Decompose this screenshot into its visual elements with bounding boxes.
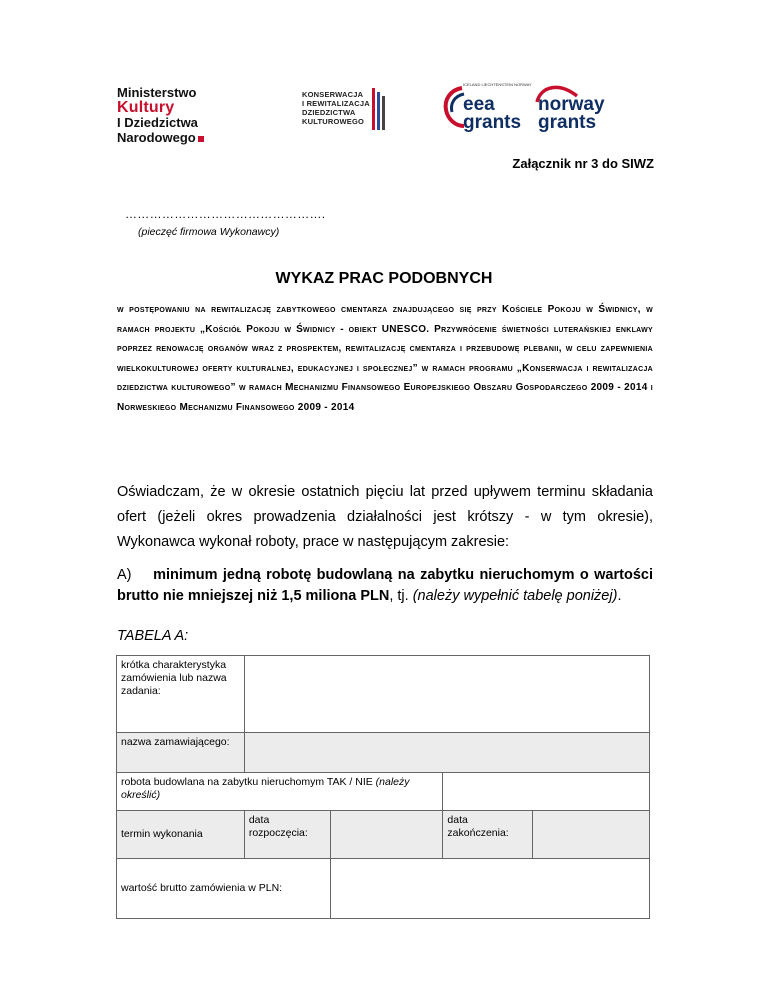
eea-logo-text [463,96,521,132]
page-title: WYKAZ PRAC PODOBNYCH [275,270,493,287]
norway-logo-text [538,96,605,132]
section-a-prefix: A) [117,567,132,583]
eea-logo-countries: ICELAND LIECHTENSTEIN NORWAY [463,82,532,87]
norway-logo-word2: grants [538,112,597,133]
eea-logo-word2: grants [463,112,522,133]
stamp-label: (pieczęć firmowa Wykonawcy) [138,226,280,238]
row-monument-value[interactable] [443,773,650,811]
konserwacja-logo-line3: DZIEDZICTWA [302,108,356,117]
row-description-value[interactable] [244,656,649,733]
row-monument-note: (należy określić) [121,776,410,801]
row-term-end-value[interactable] [533,811,650,859]
row-term-start-label: data rozpoczęcia: [244,811,330,859]
mkidn-logo-line3: I Dziedzictwa [117,115,198,130]
row-term-end-label: data zakończenia: [443,811,533,859]
konserwacja-logo-line4: KULTUROWEGO [302,117,365,126]
row-value-label: wartość brutto zamówienia w PLN: [117,859,331,919]
mkidn-logo [117,85,204,145]
table-a [116,655,650,919]
section-a-note: (należy wypełnić tabelę poniżej) [412,588,618,604]
mkidn-logo-dot [198,136,204,142]
row-monument-label [117,773,443,811]
row-value-value[interactable] [330,859,649,919]
eea-logo-word1: eea [463,94,495,115]
section-a [117,565,653,607]
section-a-end: . [617,588,622,604]
declaration-paragraph: Oświadczam, że w okresie ostatnich pięciu lat przed upływem terminu składania ofert (jeżeli okres prowadzenia działalności jest krótszy - w tym okresie), Wykonawca wykonał roboty, prace w następującym zakresie: [117,484,653,550]
table-a-title: TABELA A: [117,628,189,644]
row-description-label: krótka charakterystyka zamówienia lub nazwa zadania: [117,656,245,733]
mkidn-logo-line4: Narodowego [117,130,204,145]
konserwacja-logo-line1: KONSERWACJA [302,90,364,99]
row-term-label: termin wykonania [117,811,245,859]
stamp-dots: …………………………………………. [125,207,326,221]
mkidn-logo-line2: Kultury [117,99,175,116]
annex-label: Załącznik nr 3 do SIWZ [512,156,654,171]
section-a-requirement: minimum jedną robotę budowlaną na zabytku nieruchomym o wartości brutto nie mniejszej niż 1,5 miliona PLN [117,567,653,604]
procurement-subject: w postępowaniu na rewitalizację zabytkowego cmentarza znajdującego się przy Kościele Pokoju w Świdnicy, w ramach projektu „Kościół Pokoju w Świdnicy - obiekt UNESCO. Przywrócenie świetności luterańskiej enklawy poprzez renowację organów wraz z prospektem, rewitalizację cmentarza i przebudowę plebanii, w celu zapewnienia wielkokulturowej oferty kulturalnej, edukacyjnej i społecznej” w ramach programu „Konserwacja i rewitalizacja dziedzictwa kulturowego” w ramach Mechanizmu Finansowego Europejskiego Obszaru Gospodarczego 2009 - 2014 i Norweskiego Mechanizmu Finansowego 2009 - 2014 [117,304,653,413]
row-client-value[interactable] [244,733,649,773]
row-client-label: nazwa zamawiającego: [117,733,245,773]
mkidn-logo-line1: Ministerstwo [117,85,197,100]
konserwacja-logo-line2: I REWITALIZACJA [302,99,370,108]
row-term-start-value[interactable] [330,811,443,859]
norway-logo-word1: norway [538,94,605,115]
konserwacja-logo [302,90,370,126]
konserwacja-logo-bars-icon [372,88,386,130]
section-a-connector: , tj. [389,588,413,604]
row-monument-label-text: robota budowlana na zabytku nieruchomym TAK / NIE [121,776,373,788]
